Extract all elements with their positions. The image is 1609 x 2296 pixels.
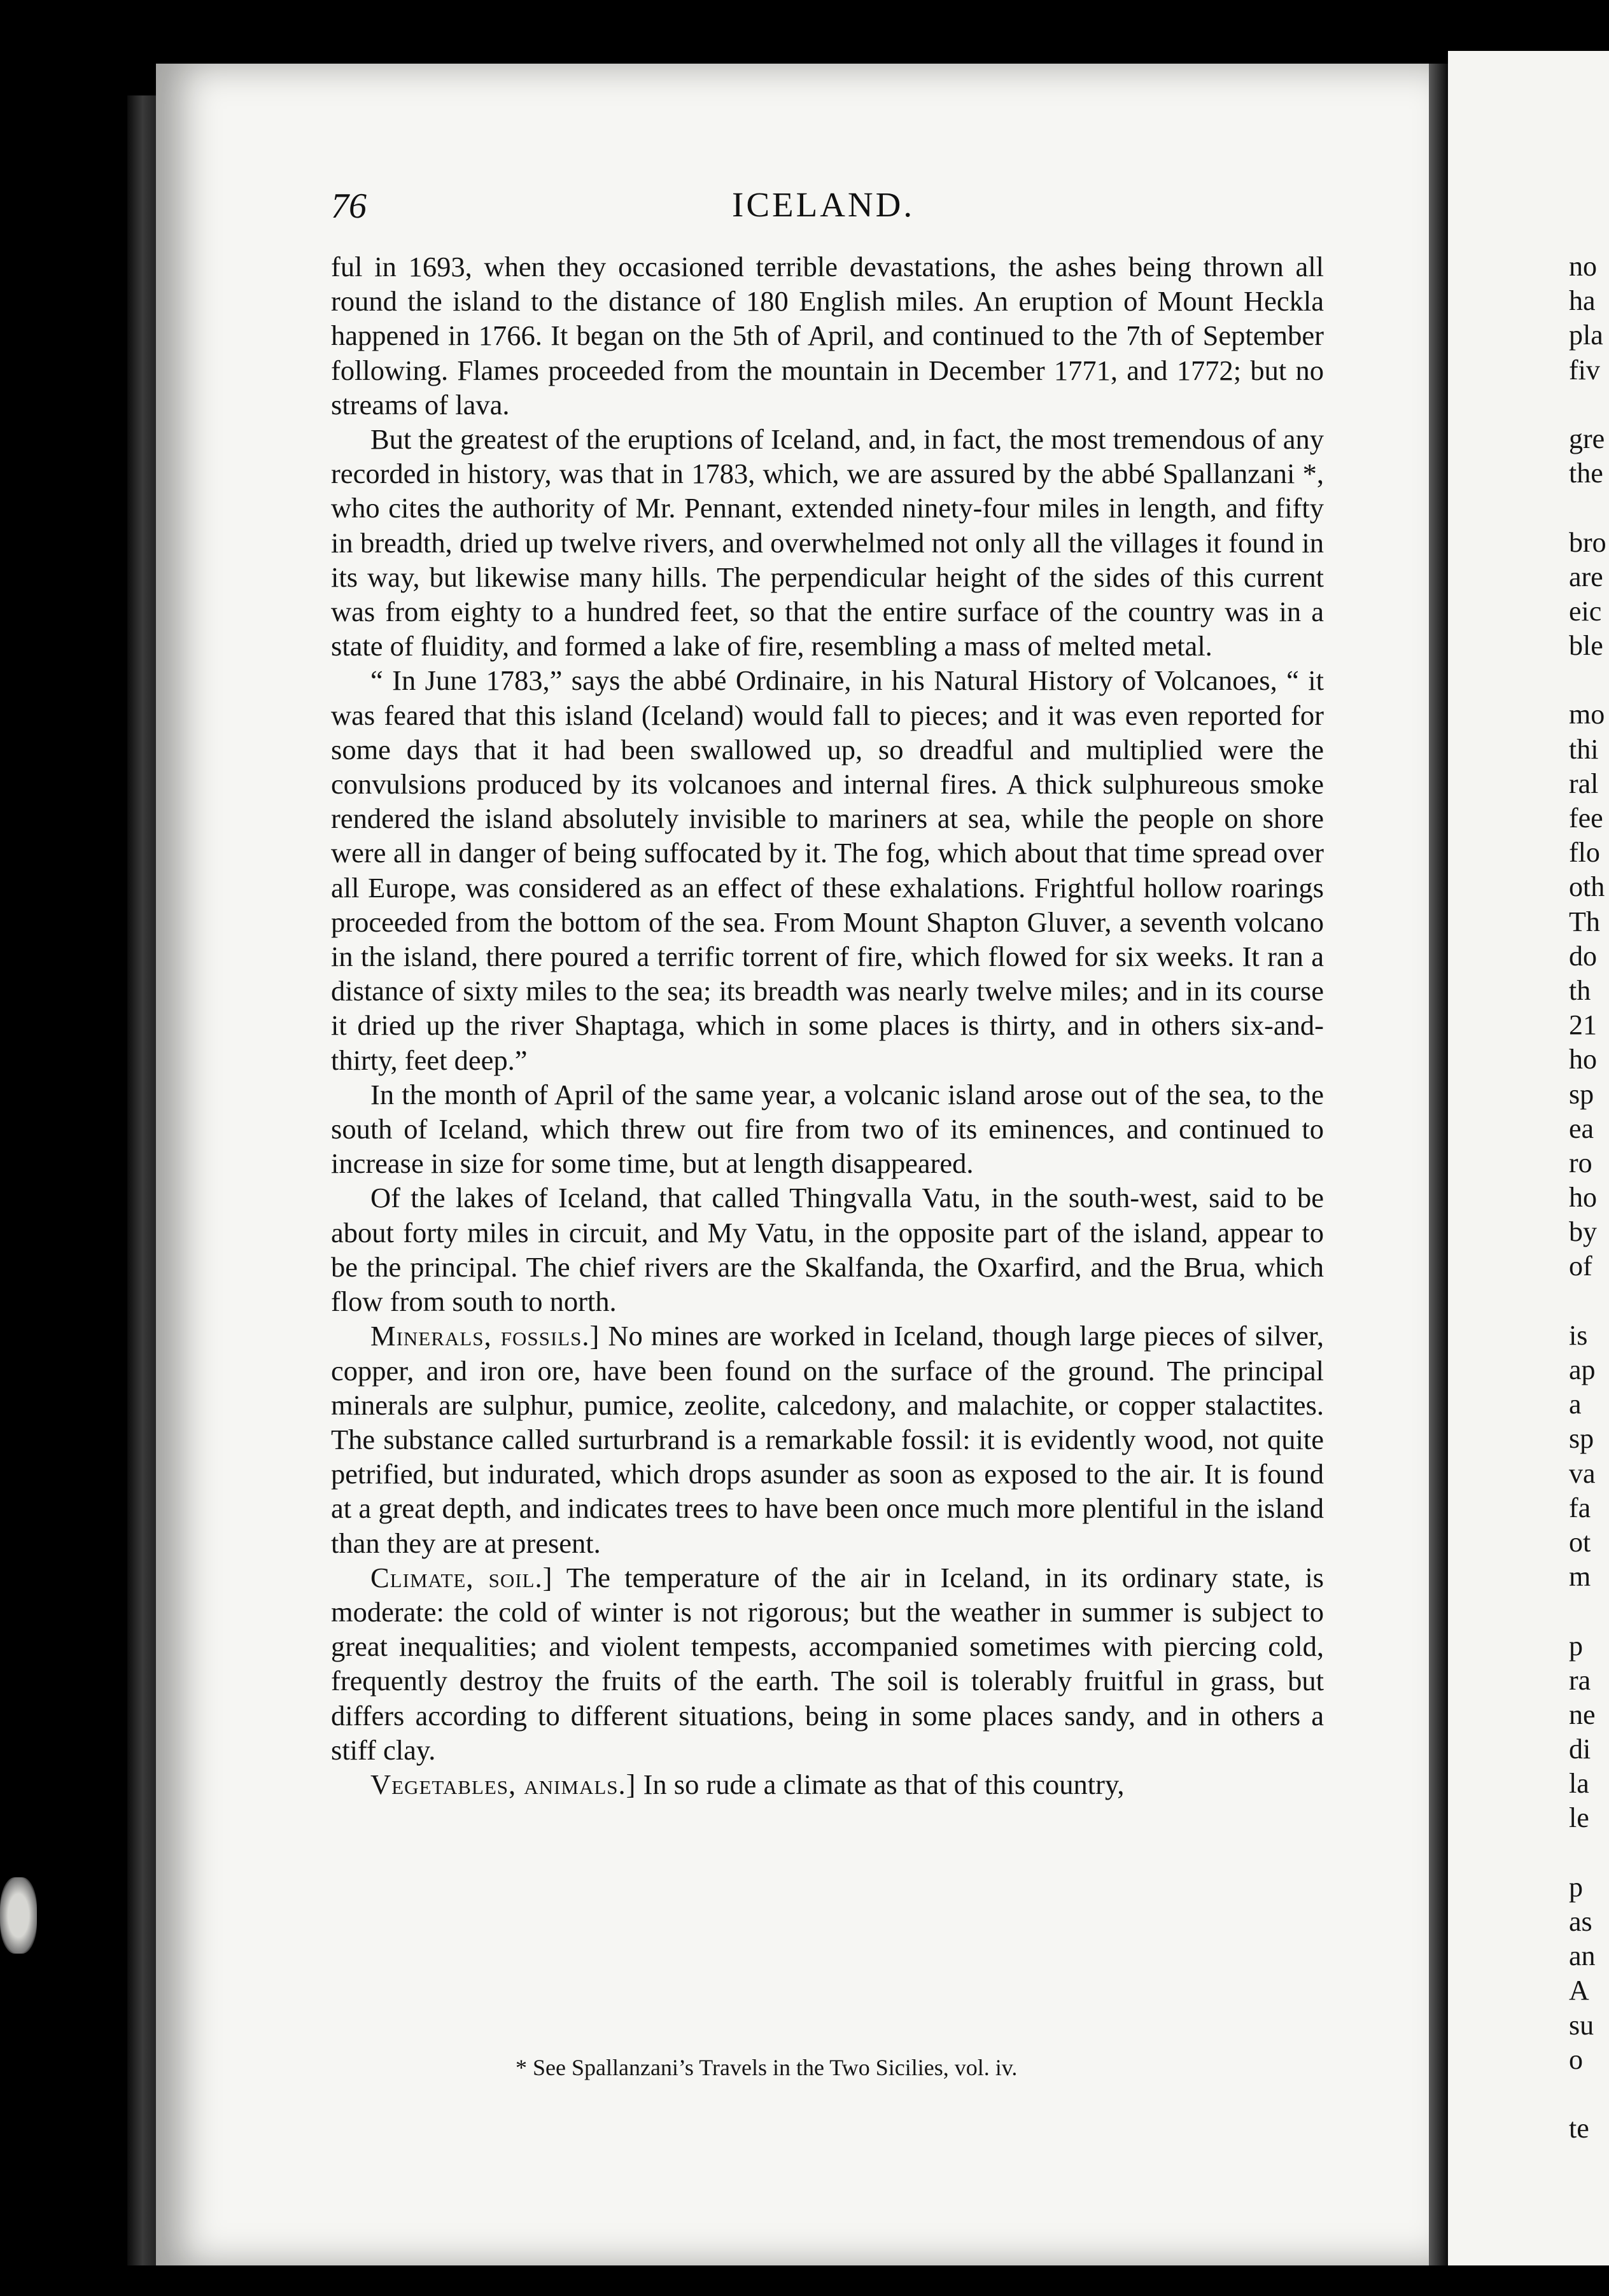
right-page-fragment: [1569, 663, 1609, 697]
paragraph: “ In June 1783,” says the abbé Ordinaire, in his Natural History of Volcanoes, “ it was feared that this island (Iceland) would fall to pieces; and it was even reported for some days that it had been swallowed up, so dreadful and multiplied were the convulsions produced by its volcanoes and internal fires. A thick sulphureous smoke rendered the island absolutely invisible to mariners at sea, while the people on shore were all in danger of being suffocated by it. The fog, which about that time spread over all Europe, was considered as an effect of these exhalations. Frightful hollow roarings proceeded from the bottom of the sea. From Mount Shapton Gluver, a seventh volcano in the island, there poured a terrific torrent of fire, which flowed for six weeks. It ran a distance of sixty miles to the sea; its breadth was nearly twelve miles; and in its course it dried up the river Shaptaga, which in some places is thirty, and in others six-and-thirty, feet deep.”: [331, 664, 1324, 1076]
paragraph-climate: [331, 1560, 1324, 1767]
section-head: Climate, soil.]: [370, 1561, 553, 1593]
right-page-fragment: flo: [1569, 837, 1600, 869]
right-page-fragment: [1569, 491, 1609, 525]
right-page-fragment: A: [1569, 1975, 1589, 2006]
paragraph-text: No mines are worked in Iceland, though large pieces of silver, copper, and iron ore, have been found on the surface of the ground. The principal minerals are sulphur, pumice, zeolite, calcedony, and malachite, or copper stalactites. The substance called surturbrand is a remarkable fossil: it is evidently wood, not quite petrified, but indurated, which drops asunder as soon as exposed to the air. It is found at a great depth, and indicates trees to have been once much more plentiful in the island than they are at present.: [331, 1320, 1324, 1559]
paragraph: ful in 1693, when they occasioned terrible devastations, the ashes being thrown all round the island to the distance of 180 English miles. An eruption of Mount Heckla happened in 1766. It began on the 5th of April, and continued to the 7th of September following. Flames proceeded from the mountain in December 1771, and 1772; but no streams of lava.: [331, 251, 1324, 421]
right-page-fragment: [1569, 1836, 1609, 1870]
right-page-fragment: o: [1569, 2043, 1583, 2075]
paragraph-vegetables: [331, 1767, 1324, 1802]
running-head: ICELAND.: [732, 185, 915, 224]
right-page-fragment: fa: [1569, 1492, 1591, 1523]
paragraph: But the greatest of the eruptions of Iceland, and, in fact, the most tremendous of any recorded in history, was that in 1783, which, we are assured by the abbé Spallanzani *, who cites the authority of Mr. Pennant, extended ninety-four miles in length, and fifty in breadth, dried up twelve rivers, and overwhelmed not only all the villages it found in its way, but likewise many hills. The perpendicular height of the sides of this current was from eighty to a hundred feet, so that the entire surface of the country was in a state of fluidity, and formed a lake of fire, resembling a mass of melted metal.: [331, 423, 1324, 662]
body-text: [331, 249, 1324, 1802]
right-page-fragment: ho: [1569, 1044, 1597, 1075]
right-page-fragment: ea: [1569, 1112, 1594, 1144]
right-page-fragment: p: [1569, 1871, 1583, 1903]
right-page-fragment: are: [1569, 561, 1603, 592]
right-page-fragment: ho: [1569, 1182, 1597, 1214]
right-page-fragment: bro: [1569, 526, 1606, 558]
right-page-fragment: su: [1569, 2009, 1594, 2041]
right-page-fragment: p: [1569, 1630, 1583, 1662]
right-page-fragment: [1569, 1284, 1609, 1319]
right-page-fragment: ap: [1569, 1354, 1596, 1385]
spine-shadow: [1429, 64, 1448, 2265]
right-page-fragment: 21: [1569, 1009, 1597, 1041]
edge-stain: [0, 1877, 37, 1954]
right-page-fragment: ral: [1569, 767, 1599, 799]
right-page-fragment: te: [1569, 2113, 1589, 2145]
right-page-fragment: le: [1569, 1802, 1589, 1834]
right-page-fragment: a: [1569, 1389, 1582, 1420]
footnote: * See Spallanzani’s Travels in the Two Sicilies, vol. iv.: [516, 2055, 1018, 2080]
right-page-fragment: ro: [1569, 1147, 1592, 1179]
right-page-fragment: la: [1569, 1768, 1589, 1800]
right-page-fragment: is: [1569, 1319, 1588, 1351]
page-number: 76: [331, 186, 367, 226]
section-head: Vegetables, animals.]: [370, 1768, 636, 1800]
right-page-fragment: an: [1569, 1940, 1596, 1972]
right-page-fragment: no: [1569, 251, 1597, 282]
paragraph-text: In so rude a climate as that of this country,: [636, 1768, 1125, 1800]
right-page-fragment: di: [1569, 1733, 1591, 1765]
right-page-fragment: as: [1569, 1906, 1592, 1937]
right-page-fragment: va: [1569, 1457, 1596, 1489]
right-page-fragment: ne: [1569, 1698, 1596, 1730]
right-page-fragment: the: [1569, 458, 1603, 489]
right-page-fragment: ra: [1569, 1664, 1591, 1696]
right-page-fragment: do: [1569, 940, 1597, 972]
right-page-fragment: m: [1569, 1561, 1591, 1593]
paragraph: Of the lakes of Iceland, that called Thingvalla Vatu, in the south-west, said to be about forty miles in circuit, and My Vatu, in the opposite part of the island, appear to be the principal. The chief rivers are the Skalfanda, the Oxarfird, and the Brua, which flow from south to north.: [331, 1182, 1324, 1318]
right-page-fragment: ot: [1569, 1526, 1591, 1558]
right-page-fragment: ha: [1569, 285, 1596, 317]
paragraph: In the month of April of the same year, a volcanic island arose out of the sea, to the south of Iceland, which threw out fire from two of its eminences, and continued to increase in size for some time, but at length disappeared.: [331, 1078, 1324, 1180]
right-page-fragment: sp: [1569, 1423, 1594, 1455]
right-page-fragment: eic: [1569, 595, 1602, 627]
right-page-fragment: [1569, 1594, 1609, 1628]
right-page-fragment: of: [1569, 1250, 1592, 1282]
right-page-fragment: [1569, 2077, 1609, 2111]
paragraph-text: The temperature of the air in Iceland, in its ordinary state, is moderate: the cold of winter is not rigorous; but the weather in summer is subject to great inequalities; and violent tempests, accompanied sometimes with piercing cold, frequently destroy the fruits of the earth. The soil is tolerably fruitful in grass, but differs according to different situations, being in some places sandy, and in others a stiff clay.: [331, 1561, 1324, 1766]
right-page-fragment: sp: [1569, 1078, 1594, 1110]
right-page-fragment: fiv: [1569, 354, 1600, 386]
right-page-fragment: gre: [1569, 423, 1605, 454]
right-page-fragment: thi: [1569, 733, 1599, 765]
right-page-fragment: th: [1569, 974, 1591, 1006]
right-page-fragment: ble: [1569, 630, 1603, 662]
paragraph-minerals: [331, 1319, 1324, 1560]
right-page-fragment: by: [1569, 1216, 1597, 1248]
right-page-fragment: fee: [1569, 802, 1603, 834]
right-page-fragment: oth: [1569, 871, 1605, 903]
right-page-fragment: Th: [1569, 906, 1600, 937]
section-head: Minerals, fossils.]: [370, 1320, 600, 1352]
right-page-fragment: mo: [1569, 699, 1605, 731]
right-page-fragment: [1569, 388, 1609, 422]
right-page-fragment: pla: [1569, 319, 1603, 351]
right-page-fragments: [1569, 249, 1609, 2146]
